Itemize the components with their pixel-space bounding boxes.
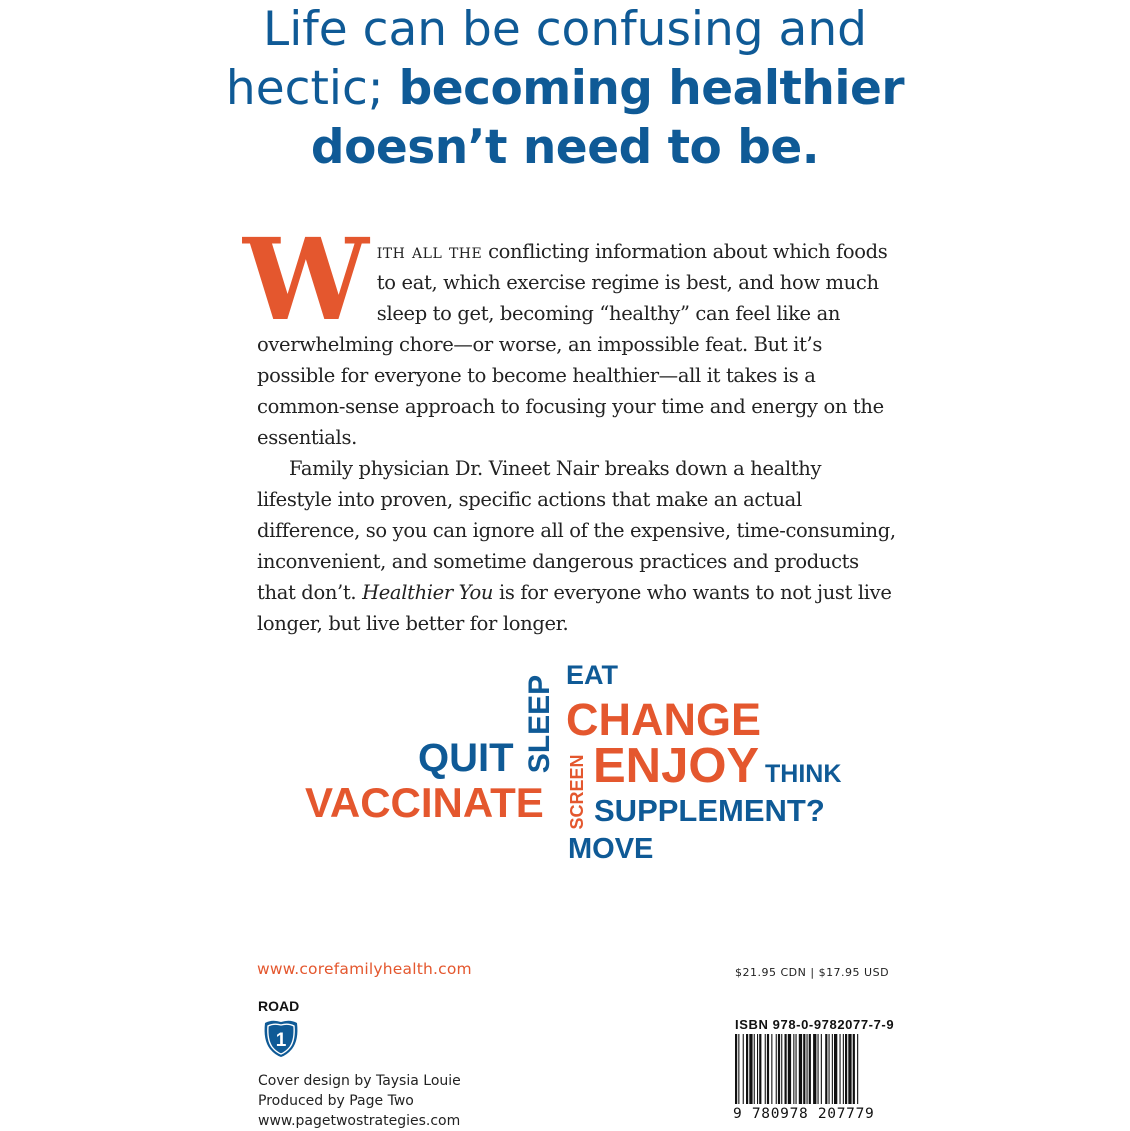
word-vaccinate: VACCINATE xyxy=(305,779,544,826)
barcode-bar xyxy=(832,1034,833,1114)
website-link[interactable]: www.corefamilyhealth.com xyxy=(257,960,472,978)
word-sleep-wrap xyxy=(523,674,557,774)
paragraph-2-end: is for everyone who wants to not just live longer, but live better for longer. xyxy=(257,581,892,635)
barcode-bar xyxy=(848,1034,851,1114)
barcode-bar xyxy=(818,1034,819,1114)
paragraph-1 xyxy=(243,215,897,453)
drop-cap: W xyxy=(243,215,363,346)
barcode-bar xyxy=(796,1034,797,1114)
word-quit: QUIT xyxy=(418,736,514,780)
lead-in-smallcaps: ith all the xyxy=(376,240,483,263)
barcode-bar xyxy=(799,1034,802,1114)
barcode-bar xyxy=(793,1034,794,1114)
headline-line-2-light: hectic; xyxy=(225,61,399,116)
imprint-number: 1 xyxy=(275,1030,287,1051)
book-title: Healthier You xyxy=(362,581,494,604)
barcode-bar xyxy=(759,1034,761,1114)
word-screen-wrap xyxy=(566,752,588,832)
barcode-bar xyxy=(746,1034,748,1114)
credit-producer: Produced by Page Two xyxy=(258,1093,414,1109)
word-move: MOVE xyxy=(568,833,654,865)
paragraph-2 xyxy=(257,453,897,639)
word-think: THINK xyxy=(765,760,842,788)
highway-shield-icon xyxy=(262,1018,300,1058)
word-supplement: SUPPLEMENT? xyxy=(594,793,825,828)
word-eat: EAT xyxy=(566,660,618,690)
barcode-bar xyxy=(825,1034,827,1114)
barcode-bar xyxy=(778,1034,780,1114)
headline-line-3: doesn’t need to be. xyxy=(310,120,820,175)
word-change: CHANGE xyxy=(566,694,762,745)
barcode-bar xyxy=(781,1034,782,1114)
credits xyxy=(258,1071,461,1131)
barcode-bar xyxy=(776,1034,777,1114)
barcode-bar xyxy=(813,1034,816,1114)
barcode-bar xyxy=(757,1034,758,1114)
barcode-bar xyxy=(843,1034,844,1114)
credit-design: Cover design by Taysia Louie xyxy=(258,1073,461,1089)
barcode-bar xyxy=(821,1034,822,1114)
headline-line-2 xyxy=(0,59,1130,118)
paragraph-1-text: conflicting information about which foods to eat, which exercise regime is best, and how much sleep to get, becoming “healthy” can feel like an overwhelming chore—or worse, an impossible feat. But it’s possible for everyone to become healthier—all it takes is a common-sense approach to focusing your time and energy on the essentials. xyxy=(257,240,888,449)
barcode-bar xyxy=(785,1034,787,1114)
barcode-bar xyxy=(743,1034,744,1114)
barcode-bar xyxy=(834,1034,837,1114)
imprint-label: ROAD xyxy=(258,998,300,1014)
barcode-bar xyxy=(807,1034,808,1114)
price-label: $21.95 CDN | $17.95 USD xyxy=(735,966,890,979)
body-copy xyxy=(243,215,897,639)
barcode-bar xyxy=(735,1034,737,1114)
headline-line-2-bold: becoming healthier xyxy=(398,61,905,116)
credit-url[interactable]: www.pagetwostrategies.com xyxy=(258,1113,461,1129)
word-sleep: SLEEP xyxy=(523,674,556,774)
headline-line-1: Life can be confusing and xyxy=(263,2,867,57)
barcode-bar xyxy=(738,1034,739,1114)
barcode-bar xyxy=(765,1034,766,1114)
headline xyxy=(0,0,1130,177)
word-enjoy: ENJOY xyxy=(593,739,760,793)
word-screen: SCREEN xyxy=(567,754,587,830)
barcode-bar xyxy=(845,1034,847,1114)
barcode-bar xyxy=(767,1034,769,1114)
barcode-digits: 9 780978 207779 xyxy=(733,1104,898,1124)
barcode-bar xyxy=(754,1034,755,1114)
barcode-bar xyxy=(853,1034,855,1114)
barcode-bar xyxy=(749,1034,752,1114)
barcode-bar xyxy=(809,1034,811,1114)
barcode-bar xyxy=(771,1034,772,1114)
barcode-bar xyxy=(857,1034,858,1114)
barcode-bar xyxy=(829,1034,830,1114)
barcode-bar xyxy=(788,1034,791,1114)
barcode-bar xyxy=(803,1034,805,1114)
barcode-bar xyxy=(840,1034,841,1114)
isbn-label: ISBN 978-0-9782077-7-9 xyxy=(735,1017,895,1032)
paragraph-2-text: Family physician Dr. Vineet Nair breaks down a healthy lifestyle into proven, specific actions that make an actual difference, so you can ignore all of the expensive, time-consuming, inconvenient, and sometime dangerous practices and products that don’t. xyxy=(257,457,896,604)
barcode xyxy=(733,1034,898,1114)
